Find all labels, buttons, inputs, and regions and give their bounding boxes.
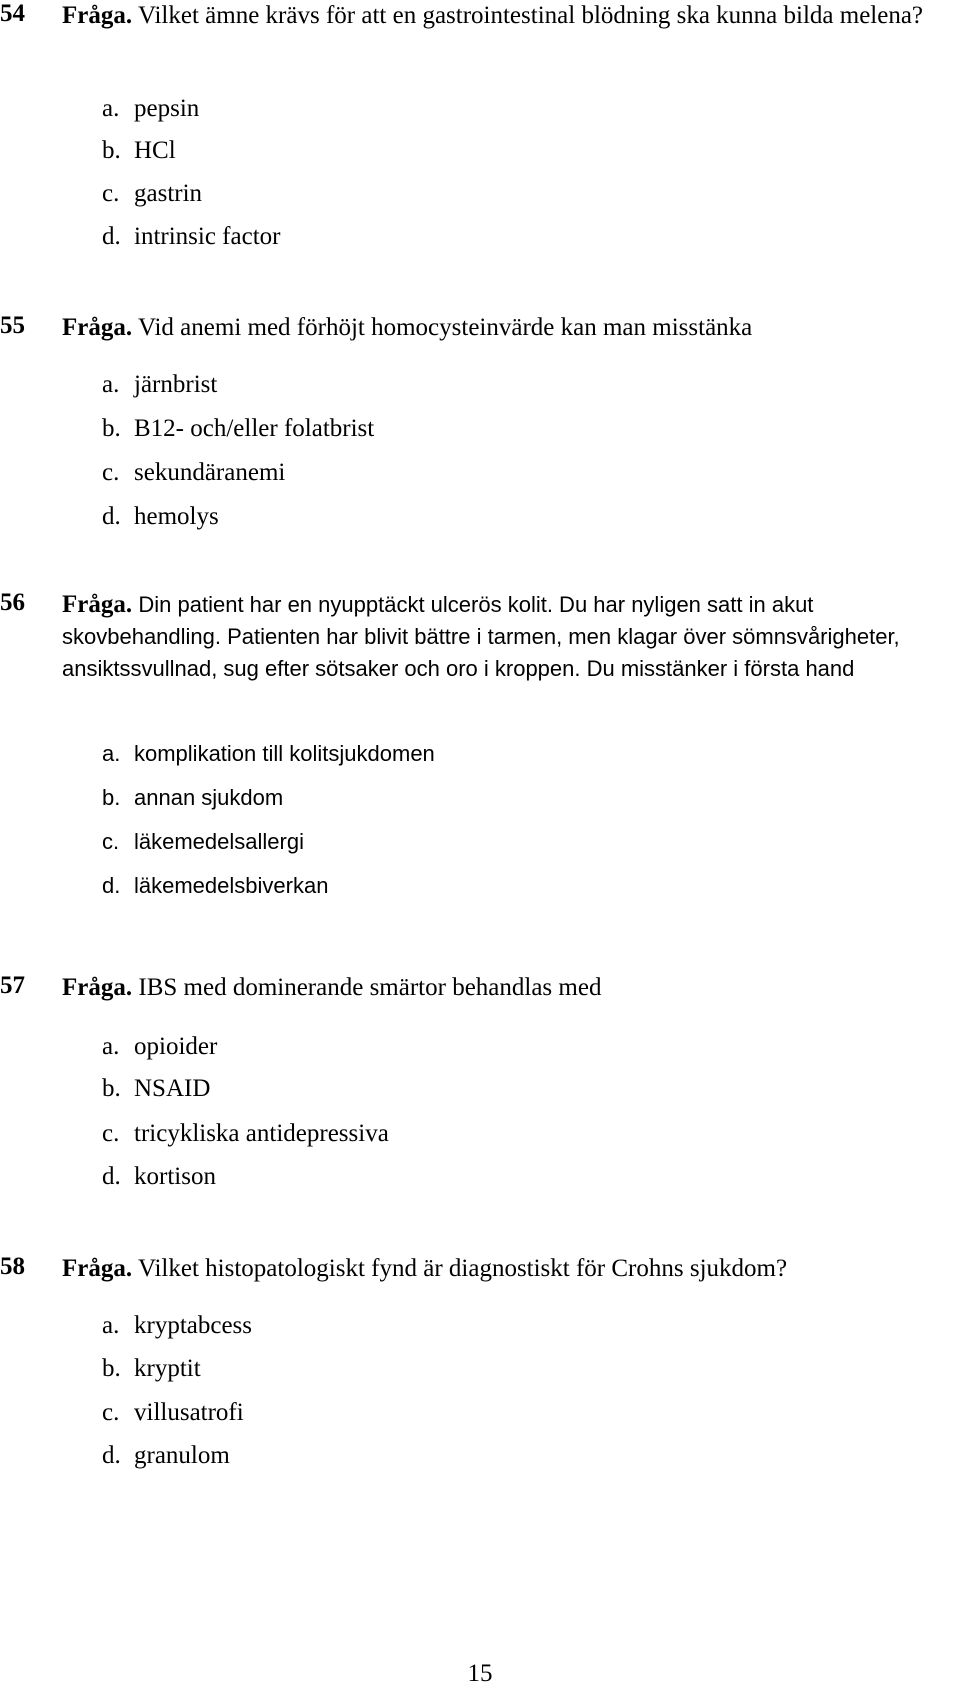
option-c: c. sekundäranemi (102, 459, 286, 486)
option-a: a. pepsin (102, 95, 200, 122)
option-d: d. läkemedelsbiverkan (102, 873, 329, 898)
question-label: Fråga. (62, 1255, 133, 1282)
page-number: 15 (467, 1660, 493, 1687)
question-label: Fråga. (62, 2, 133, 29)
question-stem (62, 0, 948, 32)
option-b: b. B12- och/eller folatbrist (102, 415, 375, 442)
option-d: d. intrinsic factor (102, 223, 281, 250)
option-c: c. villusatrofi (102, 1399, 244, 1426)
question-label: Fråga. (62, 591, 133, 618)
option-a: a. kryptabcess (102, 1312, 253, 1339)
question-stem (62, 589, 948, 685)
question-text: Vid anemi med förhöjt homocysteinvärde kan man misstänka (137, 314, 753, 341)
question-text: Din patient har en nyupptäckt ulcerös kolit. Du har nyligen satt in akut skovbehandling. Patienten har blivit bättre i tarmen, men klagar över sömnsvårigheter, ansiktssvullnad, sug efter sötsaker och oro i kroppen. Du misstänker i första hand (62, 592, 900, 681)
option-a: a. opioider (102, 1033, 218, 1060)
question-number: 57 (0, 972, 25, 999)
option-d: d. kortison (102, 1163, 216, 1190)
option-d: d. granulom (102, 1442, 230, 1469)
question-number: 55 (0, 312, 25, 339)
option-a: a. komplikation till kolitsjukdomen (102, 741, 435, 766)
option-d: d. hemolys (102, 503, 219, 530)
question-label: Fråga. (62, 974, 133, 1001)
option-b: b. annan sjukdom (102, 785, 284, 810)
question-number: 54 (0, 0, 25, 27)
question-stem (62, 312, 948, 344)
option-b: b. HCl (102, 137, 176, 164)
option-c: c. gastrin (102, 180, 203, 207)
question-text: IBS med dominerande smärtor behandlas med (138, 974, 602, 1001)
question-text: Vilket histopatologiskt fynd är diagnostiskt för Crohns sjukdom? (137, 1255, 788, 1282)
option-a: a. järnbrist (102, 371, 218, 398)
question-number: 56 (0, 589, 25, 616)
option-b: b. kryptit (102, 1355, 201, 1382)
question-stem (62, 1253, 948, 1285)
question-stem (62, 972, 948, 1004)
question-text: Vilket ämne krävs för att en gastrointestinal blödning ska kunna bilda melena? (137, 2, 924, 29)
option-b: b. NSAID (102, 1075, 211, 1102)
option-c: c. tricykliska antidepressiva (102, 1120, 389, 1147)
question-number: 58 (0, 1253, 25, 1280)
option-c: c. läkemedelsallergi (102, 829, 304, 854)
question-label: Fråga. (62, 314, 133, 341)
